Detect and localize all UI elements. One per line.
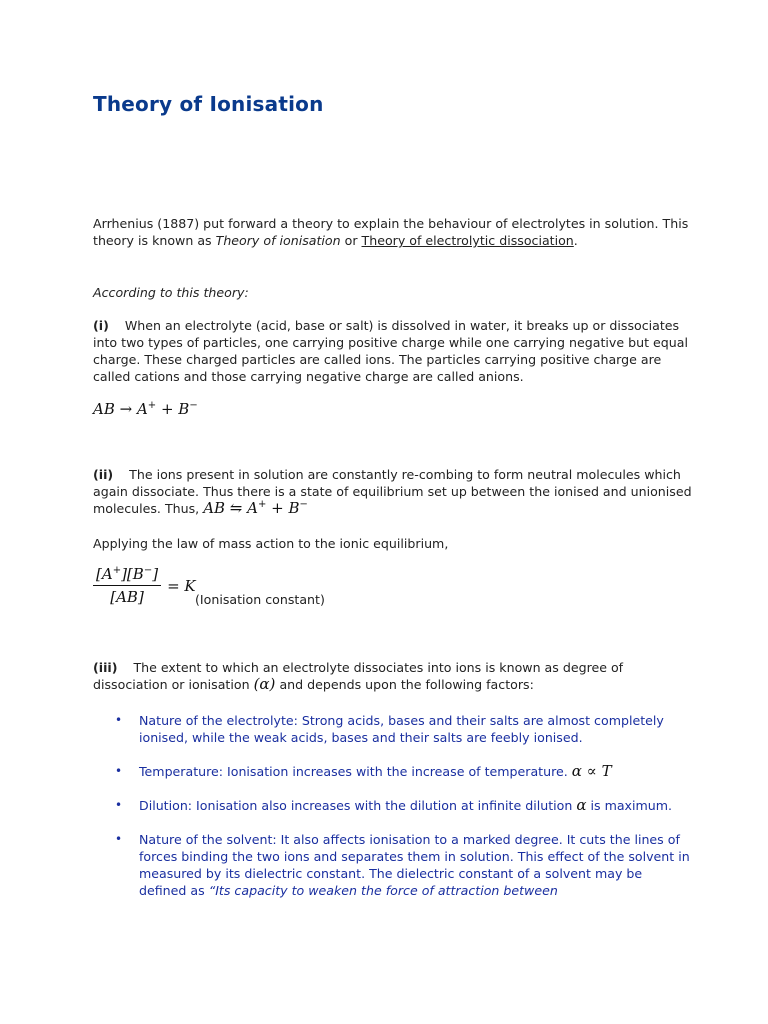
- eq1-left: AB → A: [93, 400, 148, 418]
- num-a: [A: [96, 565, 113, 583]
- factor-math: α: [576, 796, 587, 814]
- fraction-denominator: [AB]: [110, 588, 144, 606]
- point-3-text-a: The extent to which an electrolyte dissociates into ions is known as degree of dissociation or ionisation: [93, 660, 624, 692]
- list-item: [93, 763, 693, 780]
- factor-text: Dilution: Ionisation also increases with the dilution at infinite dilution: [139, 798, 573, 813]
- equation-ionisation-constant: [93, 565, 196, 606]
- num-b: ][B: [121, 565, 144, 583]
- intro-text: Arrhenius (1887) put forward a theory to explain the behaviour of electrolytes in solution. This theory is known as: [93, 216, 689, 248]
- page-title: Theory of Ionisation: [93, 92, 324, 116]
- factor-math: α ∝ T: [571, 762, 612, 780]
- num-a-sup: +: [112, 565, 122, 576]
- point-3-text-b: and depends upon the following factors:: [279, 677, 534, 692]
- list-item: [93, 831, 693, 899]
- num-end: ]: [152, 565, 159, 583]
- list-item: [93, 797, 693, 814]
- factor-text: Nature of the solvent: It also affects ionisation to a marked degree. It cuts the lines of forces binding the two ions and separates them in solution. This effect of the solvent in measured by its dielectric constant. The dielectric constant of a solvent may be defined as: [139, 832, 690, 898]
- intro-paragraph: [93, 215, 693, 249]
- fraction-numerator: [93, 565, 161, 586]
- theory-italic: Theory of ionisation: [215, 233, 341, 248]
- point-3-label: (iii): [93, 660, 118, 675]
- equation-dissociation: [93, 400, 198, 418]
- ionisation-constant-note: (Ionisation constant): [195, 592, 325, 607]
- factor-text: Temperature: Ionisation increases with the increase of temperature.: [139, 764, 568, 779]
- bullet-icon: •: [115, 713, 123, 727]
- point-2-text: The ions present in solution are constantly re-combing to form neutral molecules which again dissociate. Thus there is a state of equilibrium set up between the ionised and unionised molecules. Thus,: [93, 467, 692, 516]
- intro-or: or: [340, 233, 362, 248]
- eq1-plus: +: [147, 400, 157, 411]
- point-2: [93, 466, 693, 517]
- eq-eq-mid: + B: [266, 499, 300, 517]
- num-b-sup: −: [143, 565, 153, 576]
- bullet-icon: •: [115, 798, 123, 812]
- bullet-icon: •: [115, 764, 123, 778]
- mass-action-text: Applying the law of mass action to the ionic equilibrium,: [93, 536, 449, 551]
- point-2-label: (ii): [93, 467, 114, 482]
- theory-link[interactable]: Theory of electrolytic dissociation: [361, 233, 574, 248]
- list-item: [93, 712, 693, 746]
- factors-list: [93, 712, 693, 899]
- equation-equilibrium: [203, 499, 308, 517]
- eq1-minus: −: [189, 400, 198, 411]
- factor-italic: “Its capacity to weaken the force of attraction between: [208, 883, 558, 898]
- eq-eq-plus: +: [257, 499, 267, 510]
- point-1: [93, 317, 693, 385]
- bullet-icon: •: [115, 832, 123, 846]
- point-1-label: (i): [93, 318, 109, 333]
- eq1-mid: + B: [156, 400, 190, 418]
- point-3: [93, 659, 693, 693]
- fraction: [93, 565, 161, 606]
- eq-eq-left: AB ⇋ A: [203, 499, 258, 517]
- alpha-symbol: (α): [253, 675, 276, 693]
- equals-k: = K: [167, 576, 196, 595]
- point-1-text: When an electrolyte (acid, base or salt) is dissolved in water, it breaks up or dissociates into two types of particles, one carrying positive charge while one carrying negative but equal charge. These charged particles are called ions. The particles carrying positive charge are called cations and those carrying negative charge are called anions.: [93, 318, 688, 384]
- intro-end: .: [573, 233, 578, 248]
- eq-eq-minus: −: [299, 499, 308, 510]
- according-text: According to this theory:: [93, 285, 249, 300]
- factor-text-end: is maximum.: [590, 798, 673, 813]
- factor-text: Nature of the electrolyte: Strong acids, bases and their salts are almost completely ionised, while the weak acids, bases and their salts are feebly ionised.: [139, 713, 664, 745]
